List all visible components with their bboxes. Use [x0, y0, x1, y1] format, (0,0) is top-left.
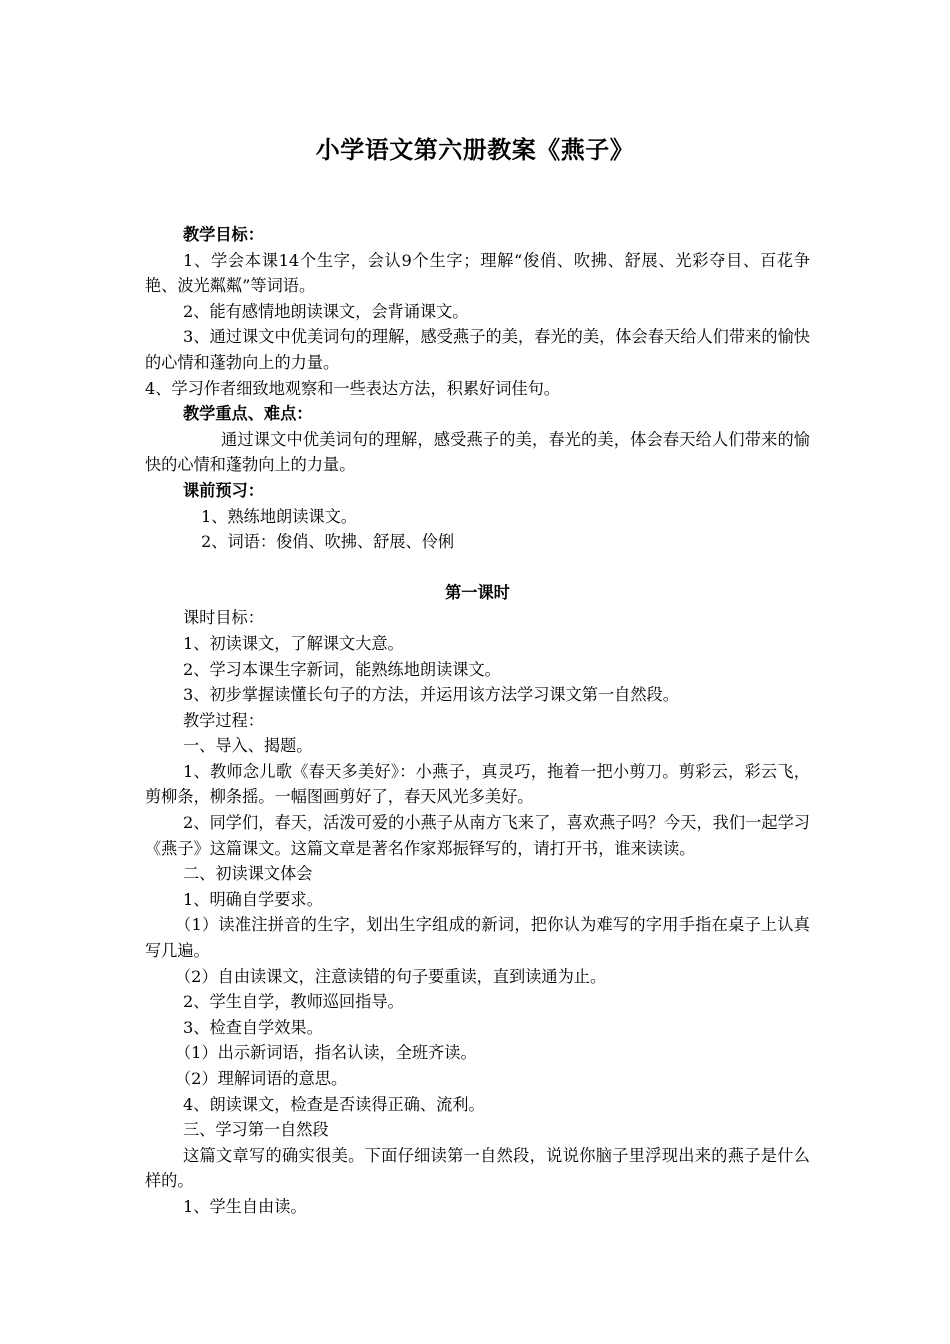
lesson-heading: 第一课时: [445, 582, 510, 602]
key-points-text: 通过课文中优美词句的理解，感受燕子的美，春光的美，体会春天给人们带来的愉快的心情和蓬勃向上的力量。: [145, 429, 810, 475]
document-title: 小学语文第六册教案《燕子》: [315, 136, 635, 164]
preview-item: 2、词语：俊俏、吹拂、舒展、伶俐: [201, 532, 455, 552]
lesson-goal-item: 3、初步掌握读懂长句子的方法，并运用该方法学习课文第一自然段。: [183, 685, 679, 705]
preview-item: 1、熟练地朗读课文。: [201, 506, 357, 526]
preview-heading: 课前预习：: [183, 480, 264, 500]
process-paragraph: 1、明确自学要求。: [183, 889, 323, 909]
objective-item: 3、通过课文中优美词句的理解，感受燕子的美，春光的美，体会春天给人们带来的愉快的心情和蓬勃向上的力量。: [145, 327, 810, 372]
process-paragraph: 4、朗读课文，检查是否读得正确、流利。: [183, 1094, 485, 1114]
process-paragraph: （2）自由读课文，注意读错的句子要重读，直到读通为止。: [175, 966, 607, 986]
process-paragraph: 1、学生自由读。: [183, 1196, 307, 1216]
process-paragraph: 3、检查自学效果。: [183, 1017, 323, 1037]
process-paragraph: （1）出示新词语，指名认读，全班齐读。: [175, 1043, 477, 1063]
process-paragraph: 1、教师念儿歌《春天多美好》：小燕子，真灵巧，拖着一把小剪刀。剪彩云，彩云飞，剪柳条，柳条摇。一幅图画剪好了，春天风光多美好。: [145, 761, 810, 807]
section-heading: 三、学习第一自然段: [183, 1120, 329, 1140]
section-heading: 一、导入、揭题。: [183, 736, 313, 756]
process-paragraph: 2、同学们，春天，活泼可爱的小燕子从南方飞来了，喜欢燕子吗？今天，我们一起学习《燕子》这篇课文。这篇文章是著名作家郑振铎写的，请打开书，谁来读读。: [145, 813, 810, 858]
objective-item: 2、能有感情地朗读课文，会背诵课文。: [183, 301, 469, 321]
lesson-goal-item: 2、学习本课生字新词，能熟练地朗读课文。: [183, 659, 501, 679]
process-paragraph: 这篇文章写的确实很美。下面仔细读第一自然段，说说你脑子里浮现出来的燕子是什么样的。: [145, 1145, 810, 1191]
process-paragraph: 2、学生自学，教师巡回指导。: [183, 992, 404, 1012]
lesson-goal-item: 1、初读课文，了解课文大意。: [183, 633, 404, 653]
objective-item: 1、学会本课14个生字，会认9个生字；理解“俊俏、吹拂、舒展、光彩夺目、百花争艳、波光粼粼”等词语。: [145, 250, 810, 296]
key-points-heading: 教学重点、难点：: [183, 404, 313, 424]
objective-item: 4、学习作者细致地观察和一些表达方法，积累好词佳句。: [145, 378, 560, 398]
process-heading: 教学过程：: [183, 710, 264, 730]
process-paragraph: （1）读准注拼音的生字，划出生字组成的新词，把你认为难写的字用手指在桌子上认真写几遍。: [145, 915, 810, 961]
document-body: [145, 222, 810, 1220]
objectives-heading: 教学目标：: [183, 225, 264, 244]
process-paragraph: （2）理解词语的意思。: [175, 1069, 348, 1088]
section-heading: 二、初读课文体会: [183, 864, 313, 884]
lesson-goals-heading: 课时目标：: [183, 608, 264, 628]
